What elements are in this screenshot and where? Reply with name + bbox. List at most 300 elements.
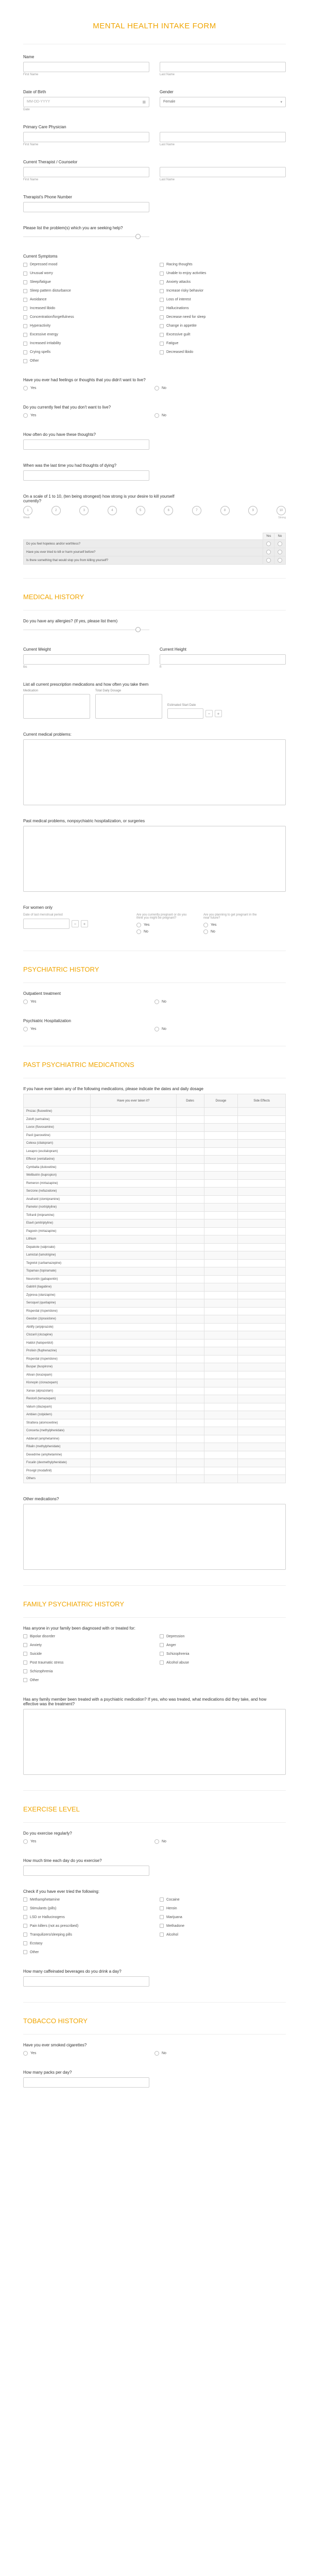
physician-first-input[interactable] <box>23 132 149 142</box>
family-diagnosis-option[interactable] <box>23 1651 149 1657</box>
med-cell-input[interactable] <box>176 1275 204 1283</box>
med-cell-input[interactable] <box>238 1315 286 1324</box>
checkbox[interactable] <box>23 1924 27 1928</box>
med-cell-input[interactable] <box>204 1443 238 1451</box>
first-name-input[interactable] <box>23 62 149 72</box>
med-cell-input[interactable] <box>204 1124 238 1132</box>
med-cell-input[interactable] <box>176 1331 204 1340</box>
med-cell-input[interactable] <box>204 1323 238 1331</box>
family-diagnosis-option[interactable] <box>23 1668 149 1675</box>
med-cell-input[interactable] <box>204 1299 238 1308</box>
med-cell-input[interactable] <box>238 1411 286 1419</box>
med-cell-input[interactable] <box>204 1140 238 1148</box>
symptom-option[interactable] <box>23 296 149 303</box>
scale-number[interactable]: 7 <box>192 506 201 515</box>
med-cell-input[interactable] <box>204 1379 238 1387</box>
med-cell-input[interactable] <box>238 1379 286 1387</box>
checkbox[interactable] <box>23 1634 27 1638</box>
med-cell-input[interactable] <box>204 1188 238 1196</box>
med-cell-input[interactable] <box>176 1443 204 1451</box>
symptom-option[interactable] <box>160 331 286 338</box>
med-cell-input[interactable] <box>238 1387 286 1395</box>
last-time-input[interactable] <box>23 470 149 481</box>
symptom-option[interactable] <box>160 261 286 268</box>
med-cell-input[interactable] <box>204 1395 238 1403</box>
med-cell-input[interactable] <box>238 1124 286 1132</box>
symptom-option[interactable] <box>160 270 286 277</box>
med-cell-input[interactable] <box>176 1283 204 1292</box>
checkbox[interactable] <box>160 333 164 337</box>
start-date-input[interactable] <box>167 708 203 719</box>
exercise-yes[interactable]: Yes <box>23 1838 154 1845</box>
symptom-option[interactable] <box>23 305 149 312</box>
med-cell-input[interactable] <box>204 1251 238 1260</box>
decrement-button[interactable]: − <box>205 710 213 717</box>
med-cell-input[interactable] <box>238 1307 286 1315</box>
med-cell-input[interactable] <box>204 1179 238 1188</box>
med-cell-input[interactable] <box>238 1403 286 1411</box>
checkbox[interactable] <box>23 1941 27 1945</box>
med-cell-input[interactable] <box>176 1379 204 1387</box>
med-cell-input[interactable] <box>204 1156 238 1164</box>
suicidal-yes[interactable]: Yes <box>23 412 154 419</box>
med-cell-input[interactable] <box>176 1307 204 1315</box>
matrix-radio[interactable] <box>266 550 271 554</box>
scale-option[interactable] <box>136 506 145 515</box>
substance-option[interactable] <box>160 1923 286 1929</box>
med-cell-input[interactable] <box>204 1163 238 1172</box>
med-cell-input[interactable] <box>176 1195 204 1204</box>
symptom-option[interactable] <box>160 323 286 329</box>
med-cell-input[interactable] <box>176 1188 204 1196</box>
checkbox[interactable] <box>23 350 27 354</box>
checkbox[interactable] <box>23 324 27 328</box>
checkbox[interactable] <box>23 315 27 319</box>
med-cell-input[interactable] <box>176 1355 204 1363</box>
symptom-option[interactable] <box>23 358 149 364</box>
med-cell-input[interactable] <box>238 1115 286 1124</box>
symptom-option[interactable] <box>160 279 286 285</box>
med-cell-input[interactable] <box>176 1363 204 1371</box>
past-problems-textarea[interactable] <box>23 826 286 892</box>
med-cell-input[interactable] <box>176 1172 204 1180</box>
hopeless-no[interactable]: No <box>154 385 286 392</box>
matrix-radio[interactable] <box>266 541 271 546</box>
med-cell-input[interactable] <box>176 1299 204 1308</box>
med-cell-input[interactable] <box>176 1387 204 1395</box>
med-cell-input[interactable] <box>176 1427 204 1435</box>
symptom-option[interactable] <box>23 287 149 294</box>
checkbox[interactable] <box>160 280 164 284</box>
matrix-radio[interactable] <box>266 558 271 563</box>
med-cell-input[interactable] <box>238 1347 286 1355</box>
checkbox[interactable] <box>160 315 164 319</box>
med-cell-input[interactable] <box>204 1275 238 1283</box>
symptom-option[interactable] <box>23 331 149 338</box>
med-cell-input[interactable] <box>204 1108 238 1116</box>
scale-number[interactable]: 1 <box>23 506 32 515</box>
matrix-radio[interactable] <box>278 541 282 546</box>
med-cell-input[interactable] <box>176 1467 204 1475</box>
scale-option[interactable] <box>220 506 230 515</box>
checkbox[interactable] <box>23 1678 27 1682</box>
med-cell-input[interactable] <box>238 1156 286 1164</box>
med-cell-input[interactable] <box>204 1235 238 1244</box>
symptom-option[interactable] <box>23 279 149 285</box>
checkbox[interactable] <box>23 280 27 284</box>
med-cell-input[interactable] <box>176 1291 204 1299</box>
med-cell-input[interactable] <box>238 1283 286 1292</box>
med-cell-input[interactable] <box>238 1108 286 1116</box>
med-cell-input[interactable] <box>238 1291 286 1299</box>
med-cell-input[interactable] <box>176 1251 204 1260</box>
med-cell-input[interactable] <box>204 1131 238 1140</box>
med-cell-input[interactable] <box>176 1403 204 1411</box>
checkbox[interactable] <box>23 298 27 302</box>
caffeine-input[interactable] <box>23 1976 149 1987</box>
med-cell-input[interactable] <box>238 1331 286 1340</box>
scale-number[interactable]: 3 <box>79 506 89 515</box>
dob-input[interactable] <box>23 97 149 107</box>
symptom-option[interactable] <box>23 270 149 277</box>
scale-option[interactable] <box>108 506 117 515</box>
med-cell-input[interactable] <box>204 1259 238 1267</box>
start-date-stepper[interactable] <box>167 708 222 719</box>
med-cell-input[interactable] <box>204 1115 238 1124</box>
scale-number[interactable]: 10 <box>277 506 286 515</box>
med-cell-input[interactable] <box>204 1403 238 1411</box>
substance-option[interactable] <box>160 1905 286 1912</box>
med-cell-input[interactable] <box>204 1147 238 1156</box>
scale-number[interactable]: 6 <box>164 506 173 515</box>
substance-option[interactable] <box>160 1914 286 1921</box>
family-diagnosis-option[interactable] <box>160 1659 286 1666</box>
planning-no[interactable]: No <box>203 928 260 935</box>
med-cell-input[interactable] <box>204 1435 238 1443</box>
substance-option[interactable] <box>23 1931 149 1938</box>
med-cell-input[interactable] <box>238 1363 286 1371</box>
med-cell-input[interactable] <box>238 1172 286 1180</box>
med-cell-input[interactable] <box>176 1179 204 1188</box>
med-cell-input[interactable] <box>238 1451 286 1459</box>
med-cell-input[interactable] <box>204 1475 238 1483</box>
therapist-first-input[interactable] <box>23 167 149 177</box>
family-diagnosis-option[interactable] <box>160 1651 286 1657</box>
matrix-radio[interactable] <box>278 550 282 554</box>
symptom-option[interactable] <box>23 349 149 355</box>
med-cell-input[interactable] <box>176 1243 204 1251</box>
med-cell-input[interactable] <box>238 1467 286 1475</box>
inpatient-yes[interactable]: Yes <box>23 1026 154 1032</box>
hopeless-yes[interactable]: Yes <box>23 385 154 392</box>
checkbox[interactable] <box>23 1669 27 1673</box>
med-cell-input[interactable] <box>204 1307 238 1315</box>
med-cell-input[interactable] <box>176 1211 204 1219</box>
med-cell-input[interactable] <box>204 1451 238 1459</box>
med-cell-input[interactable] <box>238 1195 286 1204</box>
med-cell-input[interactable] <box>238 1355 286 1363</box>
med-cell-input[interactable] <box>238 1427 286 1435</box>
scale-option[interactable] <box>192 506 201 515</box>
checkbox[interactable] <box>23 289 27 293</box>
pregnant-no[interactable]: No <box>136 928 193 935</box>
suicidal-no[interactable]: No <box>154 412 286 419</box>
symptom-option[interactable] <box>160 287 286 294</box>
checkbox[interactable] <box>23 1652 27 1656</box>
checkbox[interactable] <box>160 1660 164 1665</box>
med-cell-input[interactable] <box>238 1219 286 1228</box>
med-cell-input[interactable] <box>204 1339 238 1347</box>
med-cell-input[interactable] <box>176 1124 204 1132</box>
checkbox[interactable] <box>160 1906 164 1910</box>
exercise-time-input[interactable] <box>23 1866 149 1876</box>
symptom-option[interactable] <box>23 340 149 347</box>
med-cell-input[interactable] <box>238 1323 286 1331</box>
checkbox[interactable] <box>23 1915 27 1919</box>
slider-handle[interactable] <box>135 234 141 239</box>
symptom-option[interactable] <box>23 314 149 320</box>
weight-input[interactable] <box>23 654 149 665</box>
other-meds-textarea[interactable] <box>23 1504 286 1570</box>
increment-button[interactable]: + <box>81 920 88 927</box>
conditions-textarea[interactable] <box>23 739 286 805</box>
dosage-input[interactable] <box>95 694 162 719</box>
checkbox[interactable] <box>160 342 164 346</box>
med-cell-input[interactable] <box>238 1163 286 1172</box>
inpatient-no[interactable]: No <box>154 1026 286 1032</box>
med-cell-input[interactable] <box>204 1387 238 1395</box>
physician-last-input[interactable] <box>160 132 286 142</box>
checkbox[interactable] <box>160 1924 164 1928</box>
allergies-slider[interactable] <box>23 626 149 634</box>
scale-number[interactable]: 8 <box>220 506 230 515</box>
med-cell-input[interactable] <box>176 1347 204 1355</box>
med-cell-input[interactable] <box>238 1179 286 1188</box>
checkbox[interactable] <box>160 1652 164 1656</box>
med-cell-input[interactable] <box>176 1411 204 1419</box>
therapist-last-input[interactable] <box>160 167 286 177</box>
scale-number[interactable]: 9 <box>248 506 258 515</box>
med-cell-input[interactable] <box>238 1211 286 1219</box>
med-cell-input[interactable] <box>204 1243 238 1251</box>
last-name-input[interactable] <box>160 62 286 72</box>
med-cell-input[interactable] <box>176 1108 204 1116</box>
checkbox[interactable] <box>160 1933 164 1937</box>
med-cell-input[interactable] <box>176 1204 204 1212</box>
checkbox[interactable] <box>160 1897 164 1902</box>
checkbox[interactable] <box>160 324 164 328</box>
tobacco-yes[interactable]: Yes <box>23 2050 154 2057</box>
problems-slider[interactable] <box>23 233 149 241</box>
family-diagnosis-option[interactable] <box>23 1659 149 1666</box>
checkbox[interactable] <box>160 289 164 293</box>
scale-option[interactable] <box>164 506 173 515</box>
substance-option[interactable] <box>160 1931 286 1938</box>
med-cell-input[interactable] <box>204 1363 238 1371</box>
med-cell-input[interactable] <box>238 1435 286 1443</box>
med-cell-input[interactable] <box>176 1140 204 1148</box>
checkbox[interactable] <box>23 1660 27 1665</box>
tobacco-no[interactable]: No <box>154 2050 286 2057</box>
med-cell-input[interactable] <box>176 1395 204 1403</box>
med-cell-input[interactable] <box>204 1291 238 1299</box>
med-cell-input[interactable] <box>238 1235 286 1244</box>
med-cell-input[interactable] <box>176 1235 204 1244</box>
med-cell-input[interactable] <box>204 1347 238 1355</box>
checkbox[interactable] <box>23 359 27 363</box>
scale-option[interactable] <box>52 506 61 515</box>
family-diagnosis-option[interactable] <box>23 1642 149 1649</box>
scale-number[interactable]: 4 <box>108 506 117 515</box>
med-cell-input[interactable] <box>204 1355 238 1363</box>
symptom-option[interactable] <box>160 340 286 347</box>
med-cell-input[interactable] <box>238 1243 286 1251</box>
scale-number[interactable]: 5 <box>136 506 145 515</box>
increment-button[interactable]: + <box>215 710 222 717</box>
med-cell-input[interactable] <box>176 1475 204 1483</box>
gender-select[interactable] <box>160 97 286 107</box>
med-cell-input[interactable] <box>238 1371 286 1379</box>
symptom-option[interactable] <box>160 349 286 355</box>
med-cell-input[interactable] <box>204 1371 238 1379</box>
outpatient-no[interactable]: No <box>154 998 286 1005</box>
med-cell-input[interactable] <box>176 1227 204 1235</box>
family-treated-textarea[interactable] <box>23 1709 286 1775</box>
med-cell-input[interactable] <box>176 1156 204 1164</box>
med-cell-input[interactable] <box>238 1131 286 1140</box>
decrement-button[interactable]: − <box>72 920 79 927</box>
med-cell-input[interactable] <box>204 1195 238 1204</box>
med-cell-input[interactable] <box>176 1419 204 1427</box>
symptom-option[interactable] <box>160 314 286 320</box>
family-diagnosis-option[interactable] <box>23 1677 149 1684</box>
med-cell-input[interactable] <box>238 1299 286 1308</box>
med-cell-input[interactable] <box>176 1163 204 1172</box>
med-cell-input[interactable] <box>176 1435 204 1443</box>
checkbox[interactable] <box>23 1906 27 1910</box>
med-cell-input[interactable] <box>176 1131 204 1140</box>
scale-option[interactable] <box>79 506 89 515</box>
med-cell-input[interactable] <box>176 1323 204 1331</box>
med-cell-input[interactable] <box>204 1419 238 1427</box>
med-cell-input[interactable] <box>238 1227 286 1235</box>
checkbox[interactable] <box>23 307 27 311</box>
med-cell-input[interactable] <box>238 1443 286 1451</box>
med-cell-input[interactable] <box>176 1147 204 1156</box>
medication-input[interactable] <box>23 694 90 719</box>
checkbox[interactable] <box>23 333 27 337</box>
height-input[interactable] <box>160 654 286 665</box>
therapist-phone-input[interactable] <box>23 202 149 212</box>
med-cell-input[interactable] <box>176 1371 204 1379</box>
substance-option[interactable] <box>23 1949 149 1956</box>
checkbox[interactable] <box>23 1897 27 1902</box>
scale-option[interactable] <box>277 506 286 515</box>
med-cell-input[interactable] <box>238 1204 286 1212</box>
checkbox[interactable] <box>23 1933 27 1937</box>
med-cell-input[interactable] <box>238 1395 286 1403</box>
med-cell-input[interactable] <box>238 1251 286 1260</box>
med-cell-input[interactable] <box>204 1283 238 1292</box>
checkbox[interactable] <box>160 1915 164 1919</box>
checkbox[interactable] <box>23 1643 27 1647</box>
tobacco-packs-input[interactable] <box>23 2077 149 2088</box>
med-cell-input[interactable] <box>238 1147 286 1156</box>
checkbox[interactable] <box>160 272 164 276</box>
med-cell-input[interactable] <box>238 1188 286 1196</box>
family-diagnosis-option[interactable] <box>23 1633 149 1640</box>
last-period-stepper[interactable] <box>23 919 126 929</box>
outpatient-yes[interactable]: Yes <box>23 998 154 1005</box>
how-often-input[interactable] <box>23 439 149 450</box>
last-period-input[interactable] <box>23 919 70 929</box>
med-cell-input[interactable] <box>238 1475 286 1483</box>
substance-option[interactable] <box>23 1914 149 1921</box>
substance-option[interactable] <box>160 1896 286 1903</box>
family-diagnosis-option[interactable] <box>160 1633 286 1640</box>
pregnant-yes[interactable]: Yes <box>136 922 193 928</box>
med-cell-input[interactable] <box>204 1219 238 1228</box>
substance-option[interactable] <box>23 1896 149 1903</box>
checkbox[interactable] <box>160 1643 164 1647</box>
checkbox[interactable] <box>160 307 164 311</box>
substance-option[interactable] <box>23 1923 149 1929</box>
med-cell-input[interactable] <box>204 1172 238 1180</box>
med-cell-input[interactable] <box>204 1467 238 1475</box>
substance-option[interactable] <box>23 1905 149 1912</box>
med-cell-input[interactable] <box>238 1459 286 1467</box>
med-cell-input[interactable] <box>204 1211 238 1219</box>
med-cell-input[interactable] <box>204 1227 238 1235</box>
planning-yes[interactable]: Yes <box>203 922 260 928</box>
med-cell-input[interactable] <box>204 1331 238 1340</box>
checkbox[interactable] <box>23 263 27 267</box>
med-cell-input[interactable] <box>238 1259 286 1267</box>
checkbox[interactable] <box>23 272 27 276</box>
exercise-no[interactable]: No <box>154 1838 286 1845</box>
med-cell-input[interactable] <box>176 1219 204 1228</box>
med-cell-input[interactable] <box>238 1419 286 1427</box>
symptom-option[interactable] <box>23 261 149 268</box>
symptom-option[interactable] <box>160 296 286 303</box>
med-cell-input[interactable] <box>176 1339 204 1347</box>
med-cell-input[interactable] <box>238 1267 286 1276</box>
family-diagnosis-option[interactable] <box>160 1642 286 1649</box>
checkbox[interactable] <box>23 1950 27 1954</box>
med-cell-input[interactable] <box>176 1315 204 1324</box>
med-cell-input[interactable] <box>238 1339 286 1347</box>
med-cell-input[interactable] <box>176 1267 204 1276</box>
med-cell-input[interactable] <box>204 1427 238 1435</box>
med-cell-input[interactable] <box>238 1140 286 1148</box>
symptom-option[interactable] <box>160 305 286 312</box>
scale-option[interactable] <box>23 506 32 515</box>
substance-option[interactable] <box>23 1940 149 1947</box>
med-cell-input[interactable] <box>238 1275 286 1283</box>
med-cell-input[interactable] <box>176 1115 204 1124</box>
matrix-radio[interactable] <box>278 558 282 563</box>
checkbox[interactable] <box>160 263 164 267</box>
med-cell-input[interactable] <box>204 1411 238 1419</box>
med-cell-input[interactable] <box>176 1259 204 1267</box>
med-cell-input[interactable] <box>176 1459 204 1467</box>
med-cell-input[interactable] <box>204 1315 238 1324</box>
checkbox[interactable] <box>160 1634 164 1638</box>
med-cell-input[interactable] <box>176 1451 204 1459</box>
checkbox[interactable] <box>160 298 164 302</box>
scale-option[interactable] <box>248 506 258 515</box>
calendar-icon[interactable]: ▦ <box>142 100 146 104</box>
